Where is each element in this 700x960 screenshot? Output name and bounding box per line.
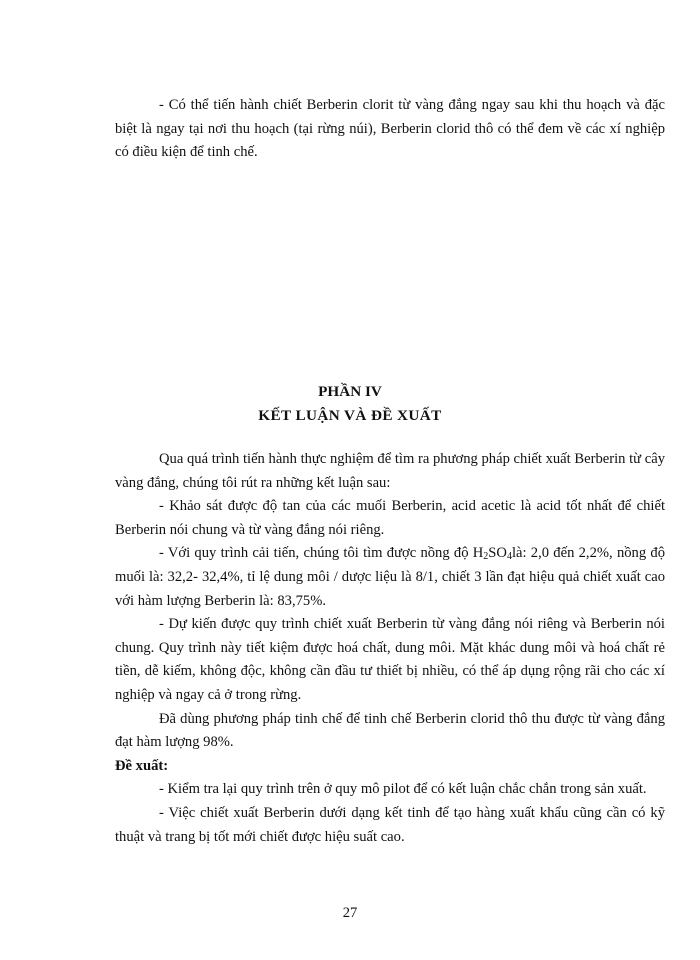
proposals-label: Đề xuất: bbox=[115, 757, 169, 774]
section-subtitle: KẾT LUẬN VÀ ĐỀ XUẤT bbox=[258, 407, 442, 424]
conclusion-item-2: - Với quy trình cải tiến, chúng tôi tìm được nồng độ $H_2SO_4là$: 2,0 đến 2,2%, nồng độ muối là: 32,2- 32,4%, tỉ lệ dung môi / dược liệu là 8/1, chiết 3 lần đạt hiệu quả chiết xuất cao với hàm lượng Berberin là: 83,75%. bbox=[115, 545, 665, 609]
intro-section bbox=[115, 94, 665, 165]
conclusions-intro: Qua quá trình tiến hành thực nghiệm để tìm ra phương pháp chiết xuất Berberin từ cây vàng đắng, chúng tôi rút ra những kết luận sau: bbox=[115, 451, 665, 491]
conclusions-section bbox=[115, 448, 665, 849]
conclusion-item-4: Đã dùng phương pháp tinh chế để tinh chế Berberin clorid thô thu được từ vàng đắng đạt hàm lượng 98%. bbox=[115, 710, 665, 751]
page-number: 27 bbox=[342, 905, 358, 921]
conclusion-item-3: - Dự kiến được quy trình chiết xuất Berberin từ vàng đắng nói riêng và Berberin nói chung. Quy trình này tiết kiệm được hoá chất, dung môi. Mặt khác dung môi và hoá chất rẻ tiền, dễ kiếm, không độc, không cần đầu tư thiết bị nhiều, có thể áp dụng rộng rãi cho các xí nghiệp và ngay cả ở trong rừng. bbox=[115, 616, 665, 703]
conclusion-item-1: - Khảo sát được độ tan của các muối Berberin, acid acetic là acid tốt nhất để chiết Berberin nói chung và từ vàng đắng nói riêng. bbox=[115, 498, 665, 538]
proposal-item-1: - Kiểm tra lại quy trình trên ở quy mô pilot để có kết luận chắc chắn trong sản xuất. bbox=[159, 781, 647, 798]
part-title: PHẦN IV bbox=[318, 383, 382, 400]
proposal-item-2: - Việc chiết xuất Berberin dưới dạng kết tinh để tạo hàng xuất khẩu cũng cần có kỹ thuật và trang bị tốt mới chiết được hiệu suất cao. bbox=[115, 804, 665, 845]
intro-paragraph: - Có thể tiến hành chiết Berberin clorit từ vàng đắng ngay sau khi thu hoạch và đặc biệt là ngay tại nơi thu hoạch (tại rừng núi), Berberin clorid thô có thể đem về các xí nghiệp có điều kiện để tinh chế. bbox=[115, 97, 665, 161]
